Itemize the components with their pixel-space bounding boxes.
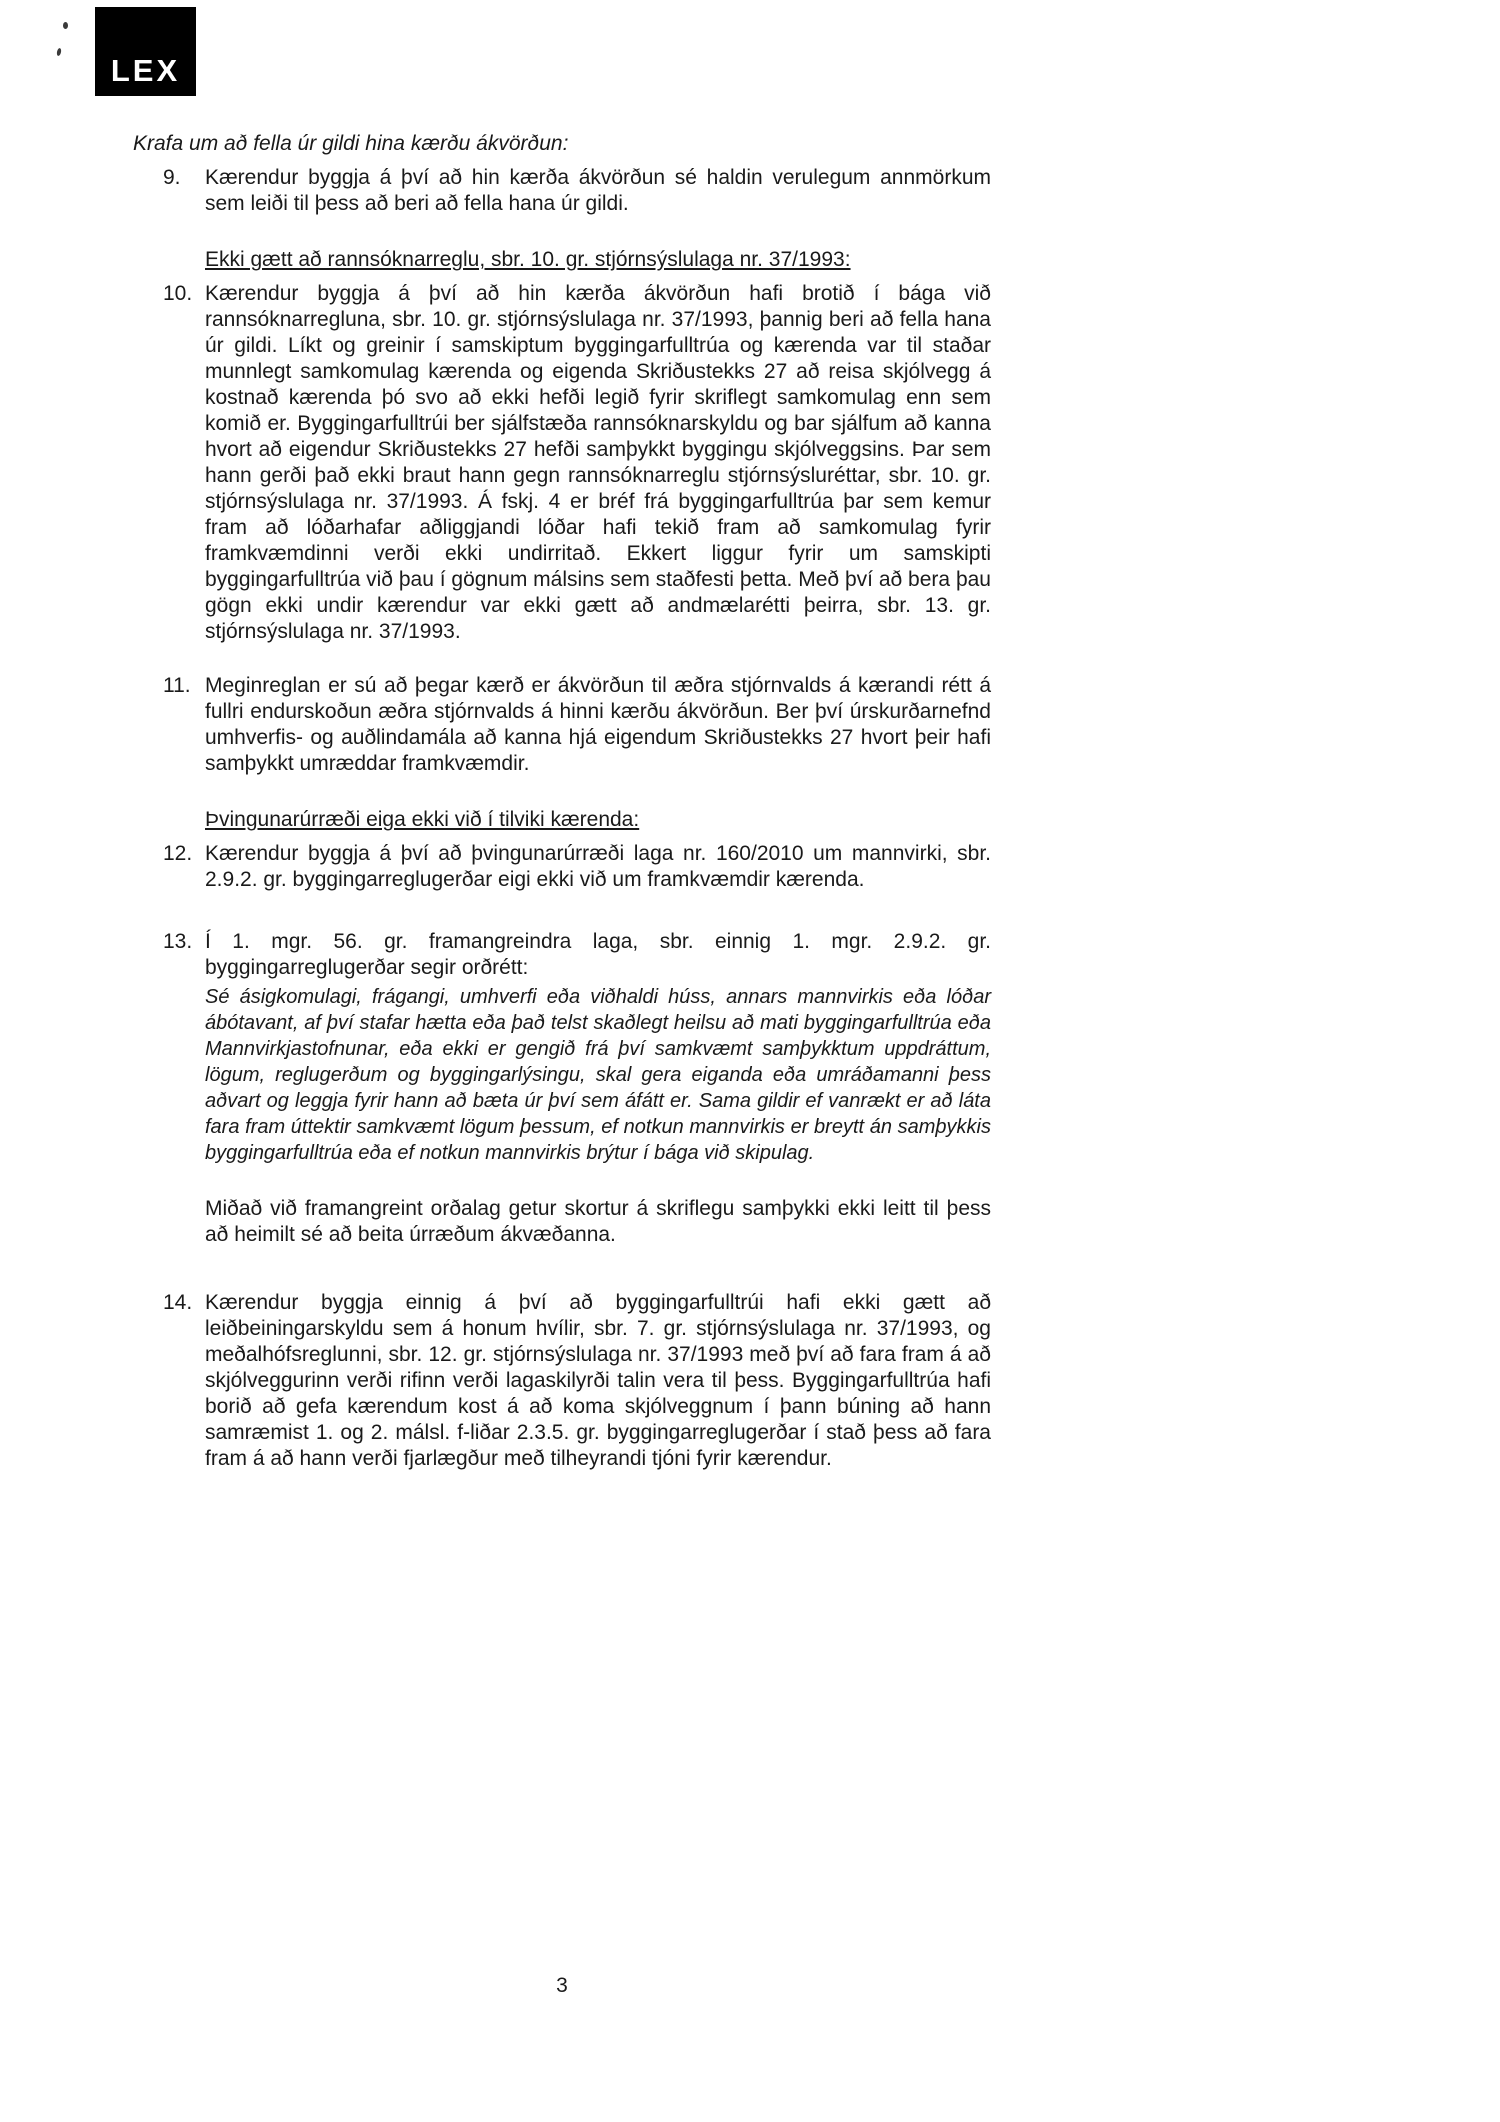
paragraph-14-number: 14.	[163, 1291, 193, 1314]
statute-quotation: Sé ásigkomulagi, frágangi, umhverfi eða viðhaldi húss, annars mannvirkis eða lóðar ábótavant, af því stafar hætta eða það telst skaðlegt heilsu að mati byggingarfulltrúa eða Mannvirkjastofnunar, eða ekki er gengið frá því samkvæmt samþykktum uppdráttum, lögum, reglugerðum og byggingarlýsingu, skal gera eiganda eða umráðamanni þess aðvart og leggja fyrir hann að bæta úr því sem áfátt er. Sama gildir ef vanrækt er að láta fara fram úttektir samkvæmt lögum þessum, ef notkun mannvirkis er breytt án samþykkis byggingarfulltrúa eða ef notkun mannvirkis brýtur í bága við skipulag.	[205, 986, 991, 1164]
lex-logo	[95, 7, 196, 96]
investigation-rule-heading: Ekki gætt að rannsóknarreglu, sbr. 10. gr. stjórnsýslulaga nr. 37/1993:	[205, 248, 851, 271]
scan-artifact-mark	[63, 22, 68, 29]
paragraph-10-number: 10.	[163, 282, 193, 305]
paragraph-13-intro-text: Í 1. mgr. 56. gr. framangreindra laga, sbr. einnig 1. mgr. 2.9.2. gr. byggingarreglugerðar segir orðrétt:	[205, 930, 991, 979]
paragraph-9	[133, 165, 991, 217]
claim-section-heading: Krafa um að fella úr gildi hina kærðu ákvörðun:	[133, 132, 569, 155]
paragraph-11-text: Meginreglan er sú að þegar kærð er ákvörðun til æðra stjórnvalds á kærandi rétt á fullri endurskoðun æðra stjórnvalds á hinni kærðu ákvörðun. Ber því úrskurðarnefnd umhverfis- og auðlindamála að kanna hjá eigendum Skriðustekks 27 hvort þeir hafi samþykkt umræddar framkvæmdir.	[205, 674, 991, 775]
scan-artifact-mark	[56, 48, 62, 57]
page-number: 3	[556, 1974, 568, 1997]
document-body	[133, 131, 991, 1472]
coercive-measures-heading: Þvingunarúrræði eiga ekki við í tilviki kærenda:	[205, 808, 640, 831]
paragraph-10-text: Kærendur byggja á því að hin kærða ákvörðun hafi brotið í bága við rannsóknarregluna, sbr. 10. gr. stjórnsýslulaga nr. 37/1993, þannig beri að fella hana úr gildi. Líkt og greinir í samskiptum byggingarfulltrúa og kærenda var til staðar munnlegt samkomulag kærenda og eigenda Skriðustekks 27 að reisa skjólvegg á kostnað kærenda þó svo að ekki hefði legið fyrir skriflegt samkomulag enn sem komið er. Byggingarfulltrúi ber sjálfstæða rannsóknarskyldu og bar sjálfum að kanna hvort að eigendur Skriðustekks 27 hefði samþykkt byggingu skjólveggsins. Þar sem hann gerði það ekki braut hann gegn rannsóknarreglu stjórnsýsluréttar, sbr. 10. gr. stjórnsýslulaga nr. 37/1993. Á fskj. 4 er bréf frá byggingarfulltrúa þar sem kemur fram að lóðarhafar aðliggjandi lóðar hafi tekið fram að samkomulag fyrir framkvæmdinni verði ekki undirritað. Ekkert liggur fyrir um samskipti byggingarfulltrúa við þau í gögnum málsins sem staðfesti þetta. Með því að bera þau gögn ekki undir kærendur var ekki gætt að andmælarétti þeirra, sbr. 13. gr. stjórnsýslulaga nr. 37/1993.	[205, 282, 991, 643]
lex-logo-text: LEX	[110, 53, 181, 88]
paragraph-13-continuation: Miðað við framangreint orðalag getur skortur á skriflegu samþykki ekki leitt til þess að heimilt sé að beita úrræðum ákvæðanna.	[205, 1197, 991, 1246]
paragraph-9-text: Kærendur byggja á því að hin kærða ákvörðun sé haldin verulegum annmörkum sem leiði til þess að beri að fella hana úr gildi.	[205, 166, 991, 215]
paragraph-12-number: 12.	[163, 842, 193, 865]
paragraph-12-text: Kærendur byggja á því að þvingunarúrræði laga nr. 160/2010 um mannvirki, sbr. 2.9.2. gr. byggingarreglugerðar eigi ekki við um framkvæmdir kærenda.	[205, 842, 991, 891]
paragraph-11	[133, 673, 991, 777]
paragraph-14-text: Kærendur byggja einnig á því að byggingarfulltrúi hafi ekki gætt að leiðbeiningarskyldu sem á honum hvílir, sbr. 7. gr. stjórnsýslulaga nr. 37/1993, og meðalhófsreglunni, sbr. 12. gr. stjórnsýslulaga nr. 37/1993 með því að fara fram á að skjólveggurinn verði rifinn verði lagaskilyrði talin vera til þess. Byggingarfulltrúa hafi borið að gefa kærendum kost á að koma skjólveggnum í þann búning að hann samræmist 1. og 2. málsl. f-liðar 2.3.5. gr. byggingarreglugerðar í stað þess að fara fram á að hann verði fjarlægður með tilheyrandi tjóni fyrir kærendur.	[205, 1291, 991, 1470]
paragraph-9-number: 9.	[163, 166, 181, 189]
paragraph-12	[133, 841, 991, 893]
paragraph-10	[133, 281, 991, 645]
paragraph-14	[133, 1290, 991, 1472]
paragraph-13	[133, 929, 991, 981]
paragraph-11-number: 11.	[163, 674, 191, 697]
paragraph-13-number: 13.	[163, 930, 193, 953]
